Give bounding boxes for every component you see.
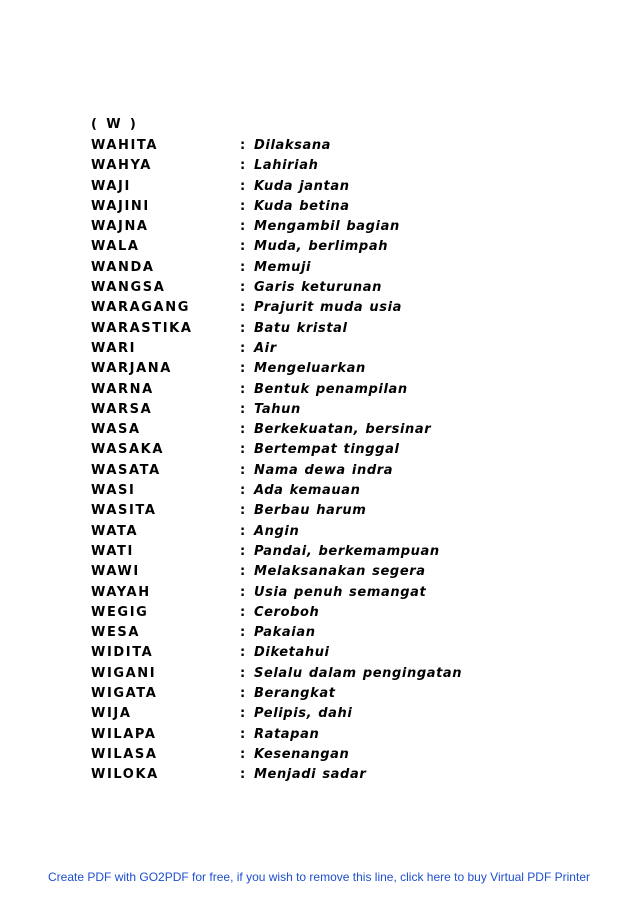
entry-term: WANDA bbox=[91, 259, 155, 275]
entry-separator: : bbox=[240, 259, 246, 275]
entry-meaning: Muda, berlimpah bbox=[254, 239, 389, 255]
glossary-entry bbox=[91, 644, 551, 664]
entry-meaning: Menjadi sadar bbox=[254, 767, 367, 783]
glossary-entry bbox=[91, 604, 551, 624]
entry-meaning: Pakaian bbox=[254, 625, 316, 641]
entry-meaning: Batu kristal bbox=[254, 320, 348, 336]
glossary-entry bbox=[91, 523, 551, 543]
entry-separator: : bbox=[240, 645, 246, 661]
glossary-entry bbox=[91, 482, 551, 502]
entry-separator: : bbox=[240, 706, 246, 722]
entry-meaning: Tahun bbox=[254, 401, 301, 417]
glossary-entry bbox=[91, 462, 551, 482]
entry-term: WARNA bbox=[91, 381, 154, 397]
glossary-entry bbox=[91, 401, 551, 421]
entry-meaning: Mengeluarkan bbox=[254, 361, 366, 377]
entry-term: WASITA bbox=[91, 503, 157, 519]
entry-term: WATI bbox=[91, 543, 134, 559]
entry-meaning: Bentuk penampilan bbox=[254, 381, 408, 397]
entry-term: WAJNA bbox=[91, 219, 149, 235]
entry-separator: : bbox=[240, 686, 246, 702]
entry-separator: : bbox=[240, 564, 246, 580]
entry-separator: : bbox=[240, 543, 246, 559]
entry-term: WAJI bbox=[91, 178, 131, 194]
entry-term: WARJANA bbox=[91, 361, 172, 377]
entry-meaning: Kuda betina bbox=[254, 198, 350, 214]
entry-separator: : bbox=[240, 320, 246, 336]
entry-term: WARI bbox=[91, 340, 137, 356]
entry-meaning: Ceroboh bbox=[254, 604, 320, 620]
entry-separator: : bbox=[240, 503, 246, 519]
entry-meaning: Memuji bbox=[254, 259, 312, 275]
glossary-entry bbox=[91, 340, 551, 360]
entry-meaning: Ada kemauan bbox=[254, 483, 361, 499]
glossary-entry bbox=[91, 360, 551, 380]
entry-meaning: Bertempat tinggal bbox=[254, 442, 400, 458]
entry-meaning: Berbau harum bbox=[254, 503, 367, 519]
entry-term: WESA bbox=[91, 625, 141, 641]
entry-term: WAHITA bbox=[91, 138, 159, 153]
entry-meaning: Prajurit muda usia bbox=[254, 300, 403, 316]
entry-term: WAJINI bbox=[91, 198, 150, 214]
entry-meaning: Pandai, berkemampuan bbox=[254, 543, 440, 559]
entry-term: WIGANI bbox=[91, 665, 157, 681]
entry-separator: : bbox=[240, 158, 246, 174]
entry-separator: : bbox=[240, 422, 246, 438]
glossary-entry bbox=[91, 705, 551, 725]
entry-term: WAWI bbox=[91, 564, 140, 580]
entry-term: WATA bbox=[91, 523, 139, 539]
entry-separator: : bbox=[240, 340, 246, 356]
entry-term: WIJA bbox=[91, 706, 132, 722]
entry-separator: : bbox=[240, 584, 246, 600]
glossary-entry bbox=[91, 584, 551, 604]
entry-meaning: Pelipis, dahi bbox=[254, 706, 353, 722]
entry-meaning: Air bbox=[254, 340, 277, 356]
entry-separator: : bbox=[240, 219, 246, 235]
entry-separator: : bbox=[240, 381, 246, 397]
glossary-entry bbox=[91, 421, 551, 441]
entry-meaning: Melaksanakan segera bbox=[254, 564, 426, 580]
entry-separator: : bbox=[240, 462, 246, 478]
glossary-entry bbox=[91, 299, 551, 319]
entry-separator: : bbox=[240, 138, 246, 153]
entry-meaning: Dilaksana bbox=[254, 138, 332, 153]
glossary-entry bbox=[91, 178, 551, 198]
entry-meaning: Diketahui bbox=[254, 645, 330, 661]
entry-meaning: Ratapan bbox=[254, 726, 320, 742]
glossary-entry bbox=[91, 624, 551, 644]
entry-term: WARASTIKA bbox=[91, 320, 193, 336]
glossary-entry bbox=[91, 563, 551, 583]
go2pdf-footer-link[interactable]: Create PDF with GO2PDF for free, if you wish to remove this line, click here to buy Virtual PDF Printer bbox=[48, 870, 590, 884]
entry-term: WILOKA bbox=[91, 767, 159, 783]
entry-term: WARAGANG bbox=[91, 300, 190, 316]
entry-term: WANGSA bbox=[91, 280, 166, 296]
glossary-entry bbox=[91, 320, 551, 340]
glossary-entry bbox=[91, 198, 551, 218]
entry-term: WALA bbox=[91, 239, 140, 255]
glossary-entry bbox=[91, 746, 551, 766]
entry-meaning: Selalu dalam pengingatan bbox=[254, 665, 463, 681]
entry-separator: : bbox=[240, 523, 246, 539]
entry-separator: : bbox=[240, 483, 246, 499]
glossary-entry bbox=[91, 665, 551, 685]
entry-separator: : bbox=[240, 178, 246, 194]
entry-term: WILAPA bbox=[91, 726, 157, 742]
entry-separator: : bbox=[240, 300, 246, 316]
entry-term: WASATA bbox=[91, 462, 161, 478]
entry-separator: : bbox=[240, 239, 246, 255]
entry-separator: : bbox=[240, 442, 246, 458]
entry-meaning: Berkekuatan, bersinar bbox=[254, 422, 432, 438]
glossary-entry bbox=[91, 685, 551, 705]
glossary-entry bbox=[91, 137, 551, 157]
glossary-entry bbox=[91, 726, 551, 746]
entry-term: WARSA bbox=[91, 401, 153, 417]
glossary-entry bbox=[91, 218, 551, 238]
entry-term: WASA bbox=[91, 422, 141, 438]
entry-separator: : bbox=[240, 767, 246, 783]
glossary-entry bbox=[91, 381, 551, 401]
entry-term: WASI bbox=[91, 483, 136, 499]
entry-term: WEGIG bbox=[91, 604, 149, 620]
entry-term: WASAKA bbox=[91, 442, 164, 458]
entry-meaning: Lahiriah bbox=[254, 158, 319, 174]
entry-meaning: Angin bbox=[254, 523, 300, 539]
entry-separator: : bbox=[240, 280, 246, 296]
entry-term: WIGATA bbox=[91, 686, 158, 702]
entry-separator: : bbox=[240, 361, 246, 377]
entry-term: WIDITA bbox=[91, 645, 154, 661]
section-heading: ( W ) bbox=[91, 117, 139, 132]
entry-meaning: Garis keturunan bbox=[254, 280, 382, 296]
entry-separator: : bbox=[240, 401, 246, 417]
entry-meaning: Mengambil bagian bbox=[254, 219, 400, 235]
glossary-entry bbox=[91, 157, 551, 177]
entry-meaning: Kesenangan bbox=[254, 746, 350, 762]
entry-separator: : bbox=[240, 604, 246, 620]
entry-term: WAHYA bbox=[91, 158, 152, 174]
glossary-entry bbox=[91, 502, 551, 522]
entry-separator: : bbox=[240, 198, 246, 214]
entry-term: WILASA bbox=[91, 746, 158, 762]
entry-meaning: Nama dewa indra bbox=[254, 462, 394, 478]
entry-separator: : bbox=[240, 665, 246, 681]
glossary-list bbox=[91, 137, 551, 787]
entry-meaning: Berangkat bbox=[254, 686, 336, 702]
glossary-entry bbox=[91, 279, 551, 299]
glossary-entry bbox=[91, 441, 551, 461]
glossary-entry bbox=[91, 543, 551, 563]
glossary-entry bbox=[91, 766, 551, 786]
entry-separator: : bbox=[240, 625, 246, 641]
entry-term: WAYAH bbox=[91, 584, 151, 600]
entry-separator: : bbox=[240, 726, 246, 742]
entry-separator: : bbox=[240, 746, 246, 762]
glossary-entry bbox=[91, 259, 551, 279]
entry-meaning: Usia penuh semangat bbox=[254, 584, 427, 600]
glossary-entry bbox=[91, 238, 551, 258]
entry-meaning: Kuda jantan bbox=[254, 178, 350, 194]
